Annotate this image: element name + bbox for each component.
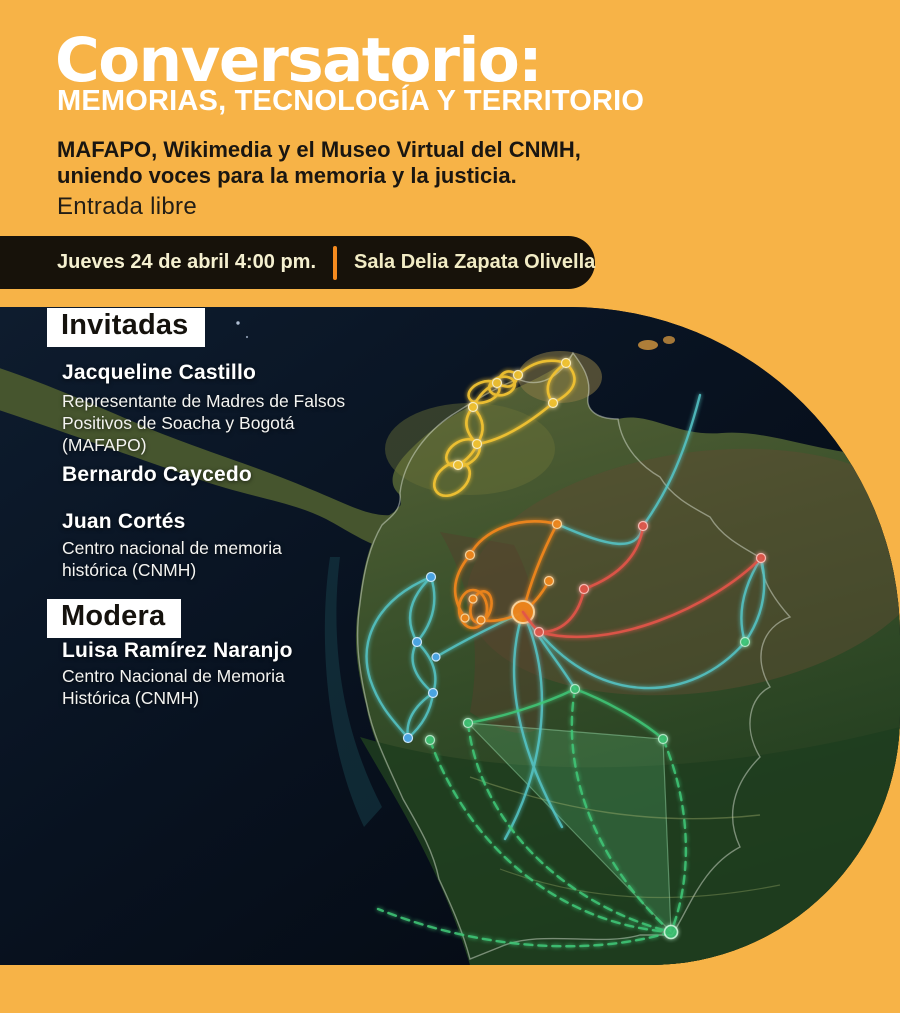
divider [333, 246, 337, 280]
lead-line-1: MAFAPO, Wikimedia y el Museo Virtual del CNMH, [57, 137, 581, 162]
map-panel [0, 307, 900, 965]
guest-role: Centro nacional de memoria histórica (CNMH) [62, 538, 282, 580]
guest-name: Juan Cortés [62, 510, 186, 533]
guests-section-label: Invitadas [47, 308, 205, 347]
page-subtitle: MEMORIAS, TECNOLOGÍA Y TERRITORIO [57, 85, 645, 117]
admission-text: Entrada libre [57, 193, 197, 220]
guest-role: Representante de Madres de Falsos Positivos de Soacha y Bogotá (MAFAPO) [62, 391, 346, 455]
event-venue: Sala Delia Zapata Olivella [354, 251, 596, 273]
page-title: Conversatorio: [55, 25, 542, 96]
guest-name: Jacqueline Castillo [62, 361, 257, 384]
lead-line-2: uniendo voces para la memoria y la justicia. [57, 162, 517, 188]
guest-name: Bernardo Caycedo [62, 463, 252, 486]
moderator-name: Luisa Ramírez Naranjo [62, 639, 293, 662]
moderator-role: Centro Nacional de Memoria Histórica (CNMH) [62, 666, 285, 708]
event-info-bar [0, 236, 595, 289]
moderator-section-label: Modera [47, 599, 181, 638]
lead-text [57, 137, 581, 188]
event-datetime: Jueves 24 de abril 4:00 pm. [57, 251, 317, 273]
